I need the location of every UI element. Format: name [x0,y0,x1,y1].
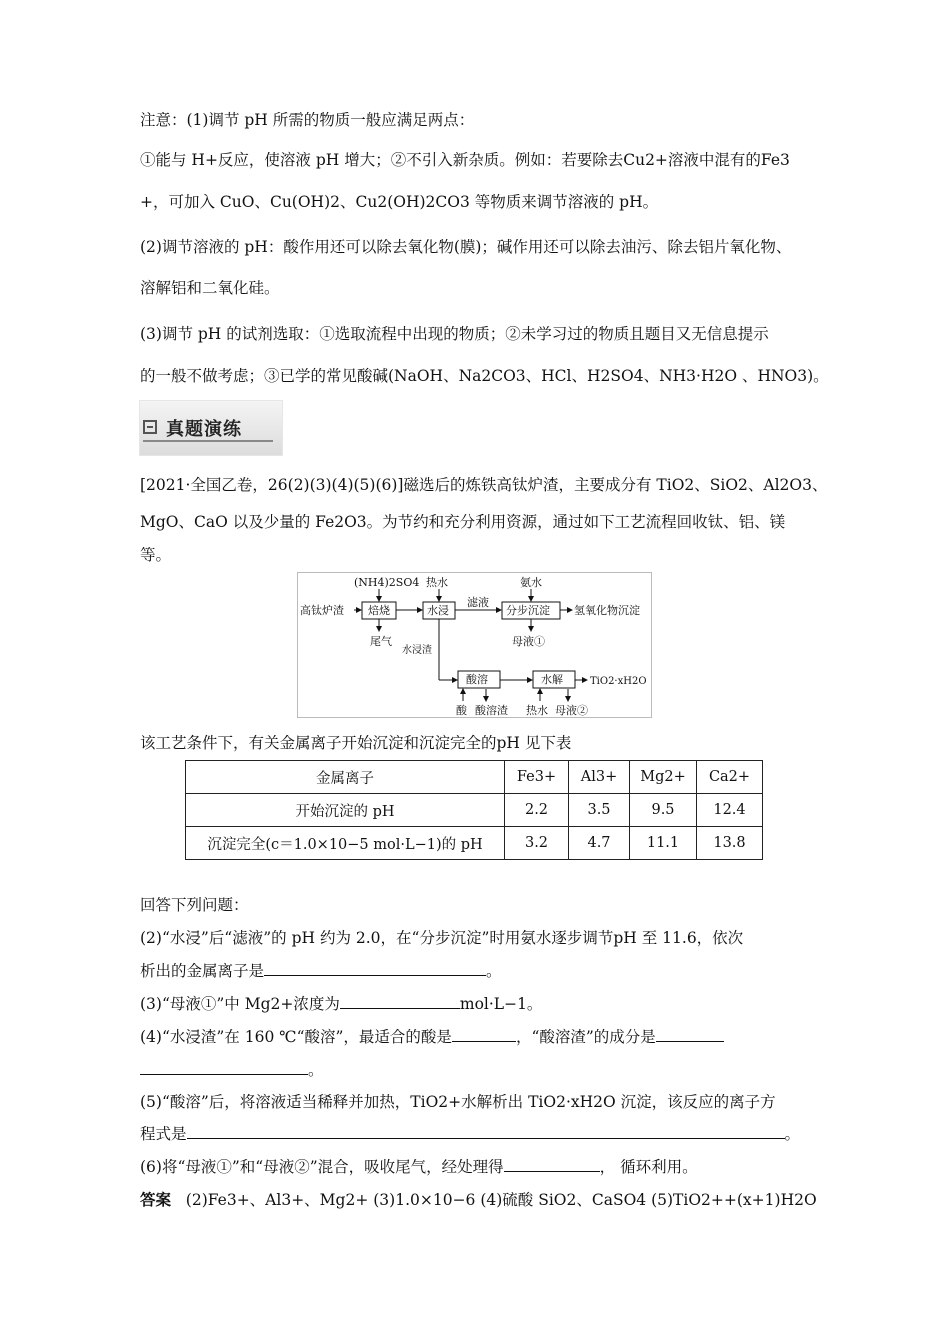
answer-blank[interactable] [187,1124,785,1139]
question-6 [140,1155,698,1177]
flow-label: 热水 [526,704,548,717]
flow-label: 酸溶渣 [475,704,508,717]
flow-label: 焙烧 [368,604,390,617]
section-title: 真题演练 [166,419,242,440]
table-cell: 3.5 [569,794,630,827]
table-header-cell: Mg2+ [630,761,697,794]
q3-end: mol·L−1。 [459,995,543,1013]
flow-label: 热水 [426,576,448,589]
flow-label: 氢氧化物沉淀 [574,604,640,617]
q4-mid: ，“酸溶渣”的成分是 [515,1028,656,1046]
answer-blank[interactable] [504,1157,600,1172]
table-header-row [186,761,763,794]
section-header [139,400,283,456]
flow-label: 水浸渣 [402,645,432,656]
answer-blank[interactable] [452,1027,516,1042]
answer-line [140,1188,817,1210]
table-header-cell: Fe3+ [505,761,569,794]
table-cell: 12.4 [697,794,763,827]
process-flow-diagram [297,572,652,718]
note-line: 注意：(1)调节 pH 所需的物质一般应满足两点： [140,111,475,129]
question-3 [140,992,542,1014]
flow-label: 氨水 [520,576,542,589]
table-cell: 4.7 [569,827,630,860]
note-line: 的一般不做考虑；③已学的常见酸碱(NaOH、Na2CO3、HCl、H2SO4、NH3·H2O 、HNO3)。 [140,367,829,385]
section-icon [143,420,157,434]
question-intro: [2021·全国乙卷，26(2)(3)(4)(5)(6)]磁选后的炼铁高钛炉渣，主要成分有 TiO2、SiO2、Al2O3、 [140,476,828,494]
flow-label: 滤液 [467,596,489,609]
flow-label: 水解 [541,673,563,686]
answer-blank[interactable] [140,1060,308,1075]
question-5-cont [140,1122,800,1144]
table-header-cell: Ca2+ [697,761,763,794]
q6-end: ， 循环利用。 [599,1158,698,1176]
question-intro: 等。 [140,546,172,564]
table-caption: 该工艺条件下，有关金属离子开始沉淀和沉淀完全的pH 见下表 [140,734,572,752]
answer-text: (2)Fe3+、Al3+、Mg2+ (3)1.0×10−6 (4)硫酸 SiO2、CaSO4 (5)TiO2++(x+1)H2O [185,1191,817,1209]
table-cell: 13.8 [697,827,763,860]
question-prompt: 回答下列问题： [140,896,249,914]
q6-text: (6)将“母液①”和“母液②”混合，吸收尾气，经处理得 [140,1158,504,1176]
table-cell: 11.1 [630,827,697,860]
note-line: 溶解铝和二氧化硅。 [140,279,280,297]
answer-blank[interactable] [340,994,460,1009]
flow-label: 酸溶 [466,673,488,686]
table-cell: 2.2 [505,794,569,827]
table-header-cell: Al3+ [569,761,630,794]
question-2-cont [140,959,502,981]
note-line: +，可加入 CuO、Cu(OH)2、Cu2(OH)2CO3 等物质来调节溶液的 pH。 [140,193,659,211]
table-row-label: 沉淀完全(c＝1.0×10−5 mol·L−1)的 pH [186,827,505,860]
question-4-cont [140,1058,324,1080]
note-line: (2)调节溶液的 pH：酸作用还可以除去氧化物(膜)；碱作用还可以除去油污、除去铝片氧化物、 [140,238,792,256]
flow-label: 分步沉淀 [506,604,550,617]
table-row-label: 开始沉淀的 pH [186,794,505,827]
question-intro: MgO、CaO 以及少量的 Fe2O3。为节约和充分利用资源，通过如下工艺流程回收钛、铝、镁 [140,513,786,531]
flow-label: 母液① [512,635,545,648]
flow-label: 高钛炉渣 [300,604,344,617]
q4-end: 。 [308,1061,324,1079]
table-header-cell: 金属离子 [186,761,505,794]
flow-label: TiO2·xH2O [590,676,647,687]
q4-text: (4)“水浸渣”在 160 ℃“酸溶”，最适合的酸是 [140,1028,452,1046]
answer-label: 答案 [140,1191,172,1209]
flow-label: 母液② [555,704,588,717]
q5-text: 程式是 [140,1125,187,1143]
flow-label: (NH4)2SO4 [354,576,420,589]
answer-blank[interactable] [656,1027,724,1042]
note-line: ①能与 H+反应，使溶液 pH 增大；②不引入新杂质。例如：若要除去Cu2+溶液中混有的Fe3 [140,151,790,169]
flow-label: 水浸 [427,604,449,617]
section-underline [143,440,273,442]
question-2: (2)“水浸”后“滤液”的 pH 约为 2.0，在“分步沉淀”时用氨水逐步调节pH 至 11.6，依次 [140,929,744,947]
flow-label: 酸 [456,704,467,717]
answer-blank[interactable] [264,961,486,976]
note-line: (3)调节 pH 的试剂选取：①选取流程中出现的物质；②未学习过的物质且题目又无信息提示 [140,325,769,343]
table-row [186,794,763,827]
q3-text: (3)“母液①”中 Mg2+浓度为 [140,995,340,1013]
ph-table [185,760,763,860]
table-row [186,827,763,860]
q5-end: 。 [784,1125,801,1143]
q2-text: 析出的金属离子是 [140,962,265,980]
question-4 [140,1025,724,1047]
question-5: (5)“酸溶”后，将溶液适当稀释并加热，TiO2+水解析出 TiO2·xH2O 沉淀，该反应的离子方 [140,1093,776,1111]
table-cell: 9.5 [630,794,697,827]
table-cell: 3.2 [505,827,569,860]
flow-label: 尾气 [370,635,392,648]
q2-end: 。 [486,962,502,980]
